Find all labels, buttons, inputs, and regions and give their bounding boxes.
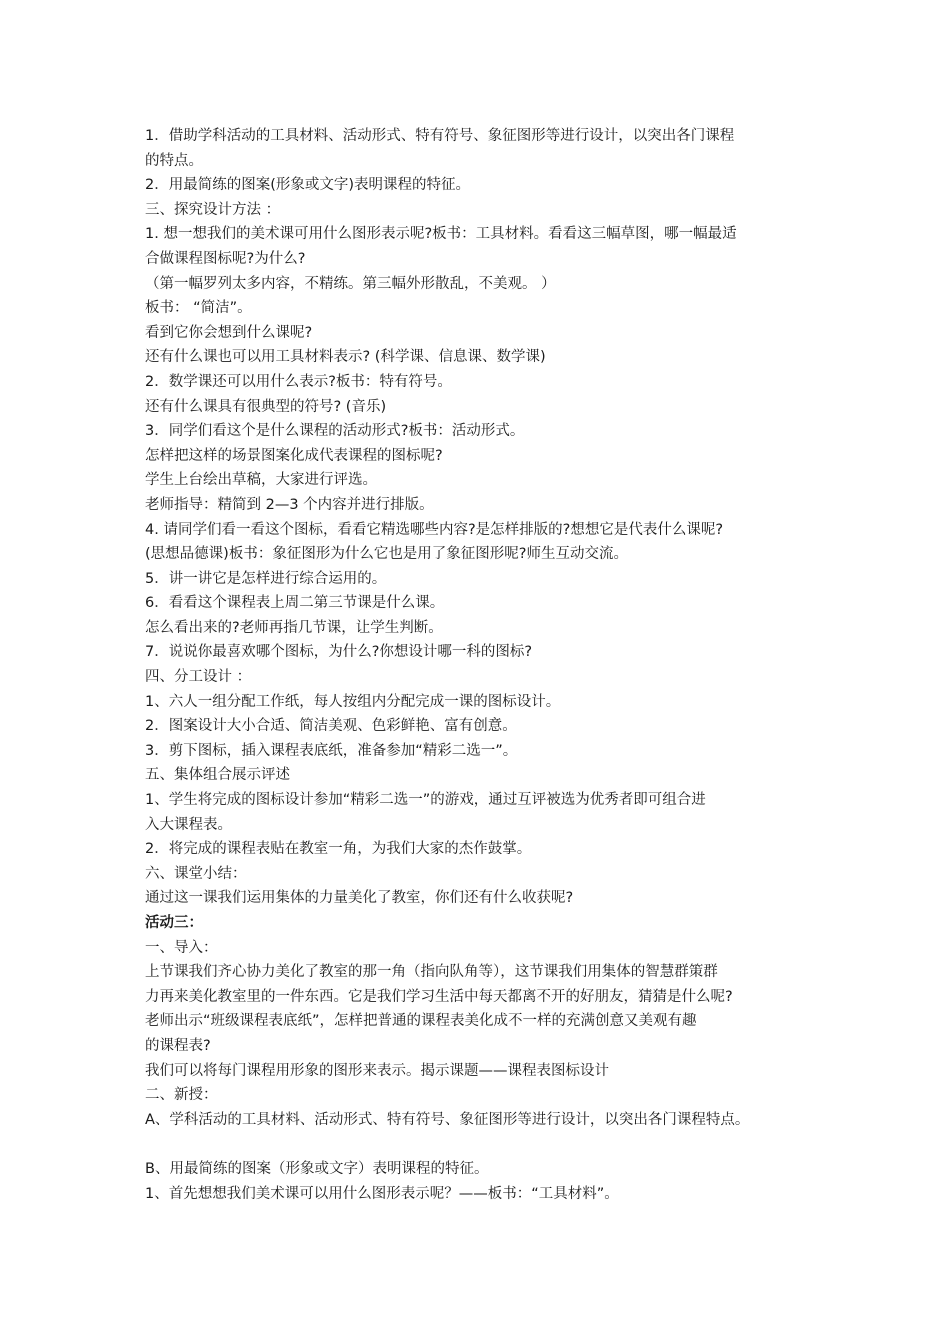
text-line: 五、集体组合展示评述 bbox=[145, 767, 290, 784]
text-line: 上节课我们齐心协力美化了教室的那一角（指向队角等），这节课我们用集体的智慧群策群 bbox=[145, 964, 718, 981]
text-line: 力再来美化教室里的一件东西。它是我们学习生活中每天都离不开的好朋友，猜猜是什么呢? bbox=[145, 988, 733, 1005]
text-line: (思想品德课)板书：象征图形为什么它也是用了象征图形呢?师生互动交流。 bbox=[145, 546, 629, 563]
text-line: 一、导入： bbox=[145, 939, 218, 956]
text-line: 入大课程表。 bbox=[145, 816, 232, 833]
text-line: 3．剪下图标，插入课程表底纸，准备参加“精彩二选一”。 bbox=[145, 742, 518, 759]
text-line: 5．讲一讲它是怎样进行综合运用的。 bbox=[145, 570, 387, 587]
text-line: 还有什么课具有很典型的符号? (音乐) bbox=[145, 398, 387, 415]
text-line: 通过这一课我们运用集体的力量美化了教室，你们还有什么收获呢? bbox=[145, 890, 574, 907]
text-line: A、学科活动的工具材料、活动形式、特有符号、象征图形等进行设计，以突出各门课程特点。 bbox=[145, 1111, 750, 1128]
text-line: （第一幅罗列太多内容，不精练。第三幅外形散乱，不美观。 ） bbox=[145, 275, 556, 292]
text-line: 1、学生将完成的图标设计参加“精彩二选一”的游戏，通过互评被选为优秀者即可组合进 bbox=[145, 792, 706, 809]
text-line: 1. 想一想我们的美术课可用什么图形表示呢?板书：工具材料。看看这三幅草图，哪一幅最适 bbox=[145, 226, 737, 243]
text-line: 我们可以将每门课程用形象的图形来表示。揭示课题——课程表图标设计 bbox=[145, 1062, 609, 1079]
text-line: 1．借助学科活动的工具材料、活动形式、特有符号、象征图形等进行设计，以突出各门课程 bbox=[145, 128, 735, 144]
text-line: 四、分工设计 ： bbox=[145, 669, 252, 686]
text-line: 2．用最简练的图案(形象或文字)表明课程的特征。 bbox=[145, 177, 471, 194]
text-line: 2．图案设计大小合适、简洁美观、色彩鲜艳、富有创意。 bbox=[145, 718, 517, 735]
text-line: 老师出示“班级课程表底纸”，怎样把普通的课程表美化成不一样的充满创意又美观有趣 bbox=[145, 1013, 697, 1030]
text-line: 7．说说你最喜欢哪个图标，为什么?你想设计哪一科的图标? bbox=[145, 644, 533, 661]
text-line: 2．数学课还可以用什么表示?板书：特有符号。 bbox=[145, 373, 452, 390]
text-line: 6．看看这个课程表上周二第三节课是什么课。 bbox=[145, 595, 445, 612]
text-line: 的特点。 bbox=[145, 152, 203, 169]
text-line: 学生上台绘出草稿，大家进行评选。 bbox=[145, 472, 377, 489]
blank-line bbox=[145, 1132, 825, 1157]
text-line: 活动三： bbox=[145, 915, 203, 931]
text-line: 1、六人一组分配工作纸，每人按组内分配完成一课的图标设计。 bbox=[145, 693, 561, 710]
text-line: 4. 请同学们看一看这个图标，看看它精选哪些内容?是怎样排版的?想想它是代表什么课呢? bbox=[145, 521, 724, 538]
text-line: 合做课程图标呢?为什么? bbox=[145, 250, 306, 267]
text-line: 看到它你会想到什么课呢? bbox=[145, 324, 313, 341]
text-line: 2．将完成的课程表贴在教室一角，为我们大家的杰作鼓掌。 bbox=[145, 841, 532, 858]
text-line: 的课程表? bbox=[145, 1037, 211, 1054]
text-line: 六、课堂小结： bbox=[145, 865, 247, 882]
text-line: 三、探究设计方法 ： bbox=[145, 201, 281, 218]
text-line: 1、首先想想我们美术课可以用什么图形表示呢？——板书：“工具材料”。 bbox=[145, 1185, 619, 1202]
text-line: 板书： “简洁”。 bbox=[145, 300, 252, 317]
text-line: 老师指导：精简到 2—3 个内容并进行排版。 bbox=[145, 496, 434, 513]
text-line: 怎么看出来的?老师再指几节课，让学生判断。 bbox=[145, 619, 443, 636]
text-line: 还有什么课也可以用工具材料表示? (科学课、信息课、数学课) bbox=[145, 349, 546, 366]
text-line: 3．同学们看这个是什么课程的活动形式?板书：活动形式。 bbox=[145, 423, 525, 440]
document-body bbox=[145, 124, 825, 1206]
text-line: B、用最简练的图案（形象或文字）表明课程的特征。 bbox=[145, 1160, 489, 1177]
text-line: 怎样把这样的场景图案化成代表课程的图标呢? bbox=[145, 447, 443, 464]
text-line: 二、新授： bbox=[145, 1087, 218, 1104]
